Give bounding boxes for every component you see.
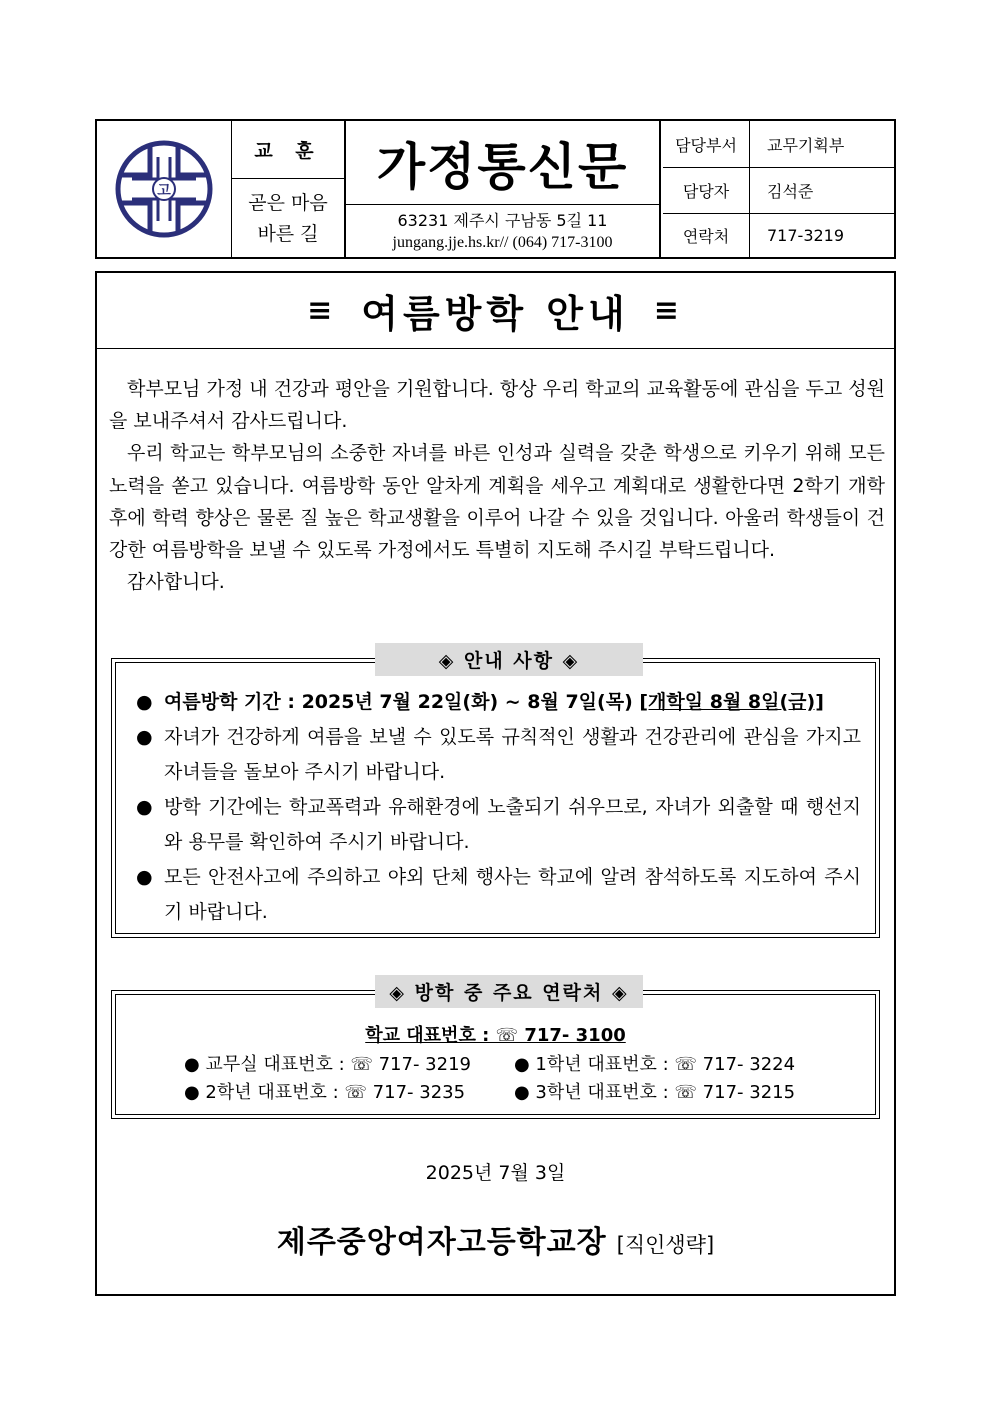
principal-title: 제주중앙여자고등학교장 (276, 1225, 607, 1260)
list-item (136, 860, 861, 930)
contact-list-row (184, 1079, 844, 1107)
notice-frame (95, 271, 896, 1296)
motto-cell (232, 121, 346, 257)
school-website-phone: jungang.jje.hs.kr// (064) 717-3100 (392, 234, 613, 251)
letter-body (109, 373, 885, 598)
bullet-icon: ● (136, 691, 153, 713)
phone-value: 717-3219 (767, 225, 845, 245)
paragraph-thanks: 감사합니다. (127, 571, 225, 594)
contact-box-title: ◈ 방학 중 주요 연락처 ◈ (375, 975, 643, 1008)
heading-mark-left-icon: ≡ (307, 293, 338, 328)
contact-row-dept (663, 121, 894, 168)
list-item-text: 자녀가 건강하게 여름을 보낼 수 있도록 규칙적인 생활과 건강관리에 관심을 가지고 자녀들을 돌보아 주시기 바랍니다. (164, 726, 861, 783)
list-item (136, 685, 861, 720)
dept-label: 담당부서 (663, 121, 750, 167)
bullet-icon: ● (136, 796, 153, 818)
dept-value: 교무기획부 (767, 135, 845, 155)
school-emblem-icon (114, 139, 214, 239)
motto-title: 교 훈 (232, 121, 344, 179)
paragraph-main: 우리 학교는 학부모님의 소중한 자녀를 바른 인성과 실력을 갖춘 학생으로 키우기 위해 모든 노력을 쏟고 있습니다. 여름방학 동안 알차게 계획을 세우고 계획대로 생활한다면 2학기 개학 후에 학력 향상은 물론 질 높은 학교생활을 이루어 나갈 수 있을 것입니다. 아울러 학생들이 건강한 여름방학을 보낼 수 있도록 가정에서도 특별히 지도해 주시길 부탁드립니다. (109, 442, 885, 562)
letterhead (95, 119, 896, 259)
info-list (136, 685, 861, 930)
heading-mark-right-icon: ≡ (653, 293, 684, 328)
contact-list-row (184, 1051, 844, 1079)
info-box-title: ◈ 안내 사항 ◈ (375, 643, 643, 676)
contact-entry: ● 3학년 대표번호 : ☏ 717- 3215 (514, 1082, 796, 1103)
list-item (136, 790, 861, 860)
list-item-text: 모든 안전사고에 주의하고 야외 단체 행사는 학교에 알려 참석하도록 지도하여 주시기 바랍니다. (164, 866, 861, 923)
seal-note: [직인생략] (616, 1233, 715, 1257)
person-label: 담당자 (663, 167, 750, 213)
list-item (136, 720, 861, 790)
contact-table (663, 121, 894, 257)
bullet-icon: ● (136, 866, 153, 888)
contact-row-person (663, 167, 894, 214)
school-address: 63231 제주시 구남동 5길 11 (397, 211, 608, 230)
contact-entry: ● 1학년 대표번호 : ☏ 717- 3224 (514, 1054, 796, 1075)
school-logo-cell (97, 121, 232, 257)
representative-number (112, 1021, 879, 1047)
motto-line-1: 곧은 마음 (248, 192, 328, 214)
issue-date: 2025년 7월 3일 (425, 1162, 566, 1184)
phone-label: 연락처 (663, 213, 750, 257)
motto-line-2: 바른 길 (257, 223, 319, 245)
document-title: 가정통신문 (346, 121, 659, 205)
info-box (111, 650, 880, 938)
representative-number-text: 학교 대표번호 : ☏ 717- 3100 (365, 1025, 626, 1046)
emblem-letter: 고 (157, 183, 171, 199)
contact-row-phone (663, 213, 894, 257)
person-value: 김석준 (767, 181, 814, 201)
contact-box (111, 982, 880, 1119)
school-reopening-date: [개학일 8월 8일(금)] (639, 691, 824, 713)
vacation-period: 여름방학 기간 : 2025년 7월 22일(화) ~ 8월 7일(목) (164, 691, 640, 713)
paragraph-greeting: 학부모님 가정 내 건강과 평안을 기원합니다. 항상 우리 학교의 교육활동에 관심을 두고 성원을 보내주셔서 감사드립니다. (109, 378, 885, 433)
school-address-block (346, 205, 659, 259)
notice-heading (97, 273, 894, 349)
list-item-text: 방학 기간에는 학교폭력과 유해환경에 노출되기 쉬우므로, 자녀가 외출할 때 행선지와 용무를 확인하여 주시기 바랍니다. (164, 796, 861, 853)
contact-entry: ● 교무실 대표번호 : ☏ 717- 3219 (184, 1054, 471, 1075)
bullet-icon: ● (136, 726, 153, 748)
contact-list (184, 1051, 844, 1107)
title-cell (346, 121, 661, 257)
motto-body (232, 179, 344, 259)
notice-title: 여름방학 안내 (361, 292, 630, 336)
signature-line (97, 1217, 894, 1261)
contact-entry: ● 2학년 대표번호 : ☏ 717- 3235 (184, 1082, 466, 1103)
